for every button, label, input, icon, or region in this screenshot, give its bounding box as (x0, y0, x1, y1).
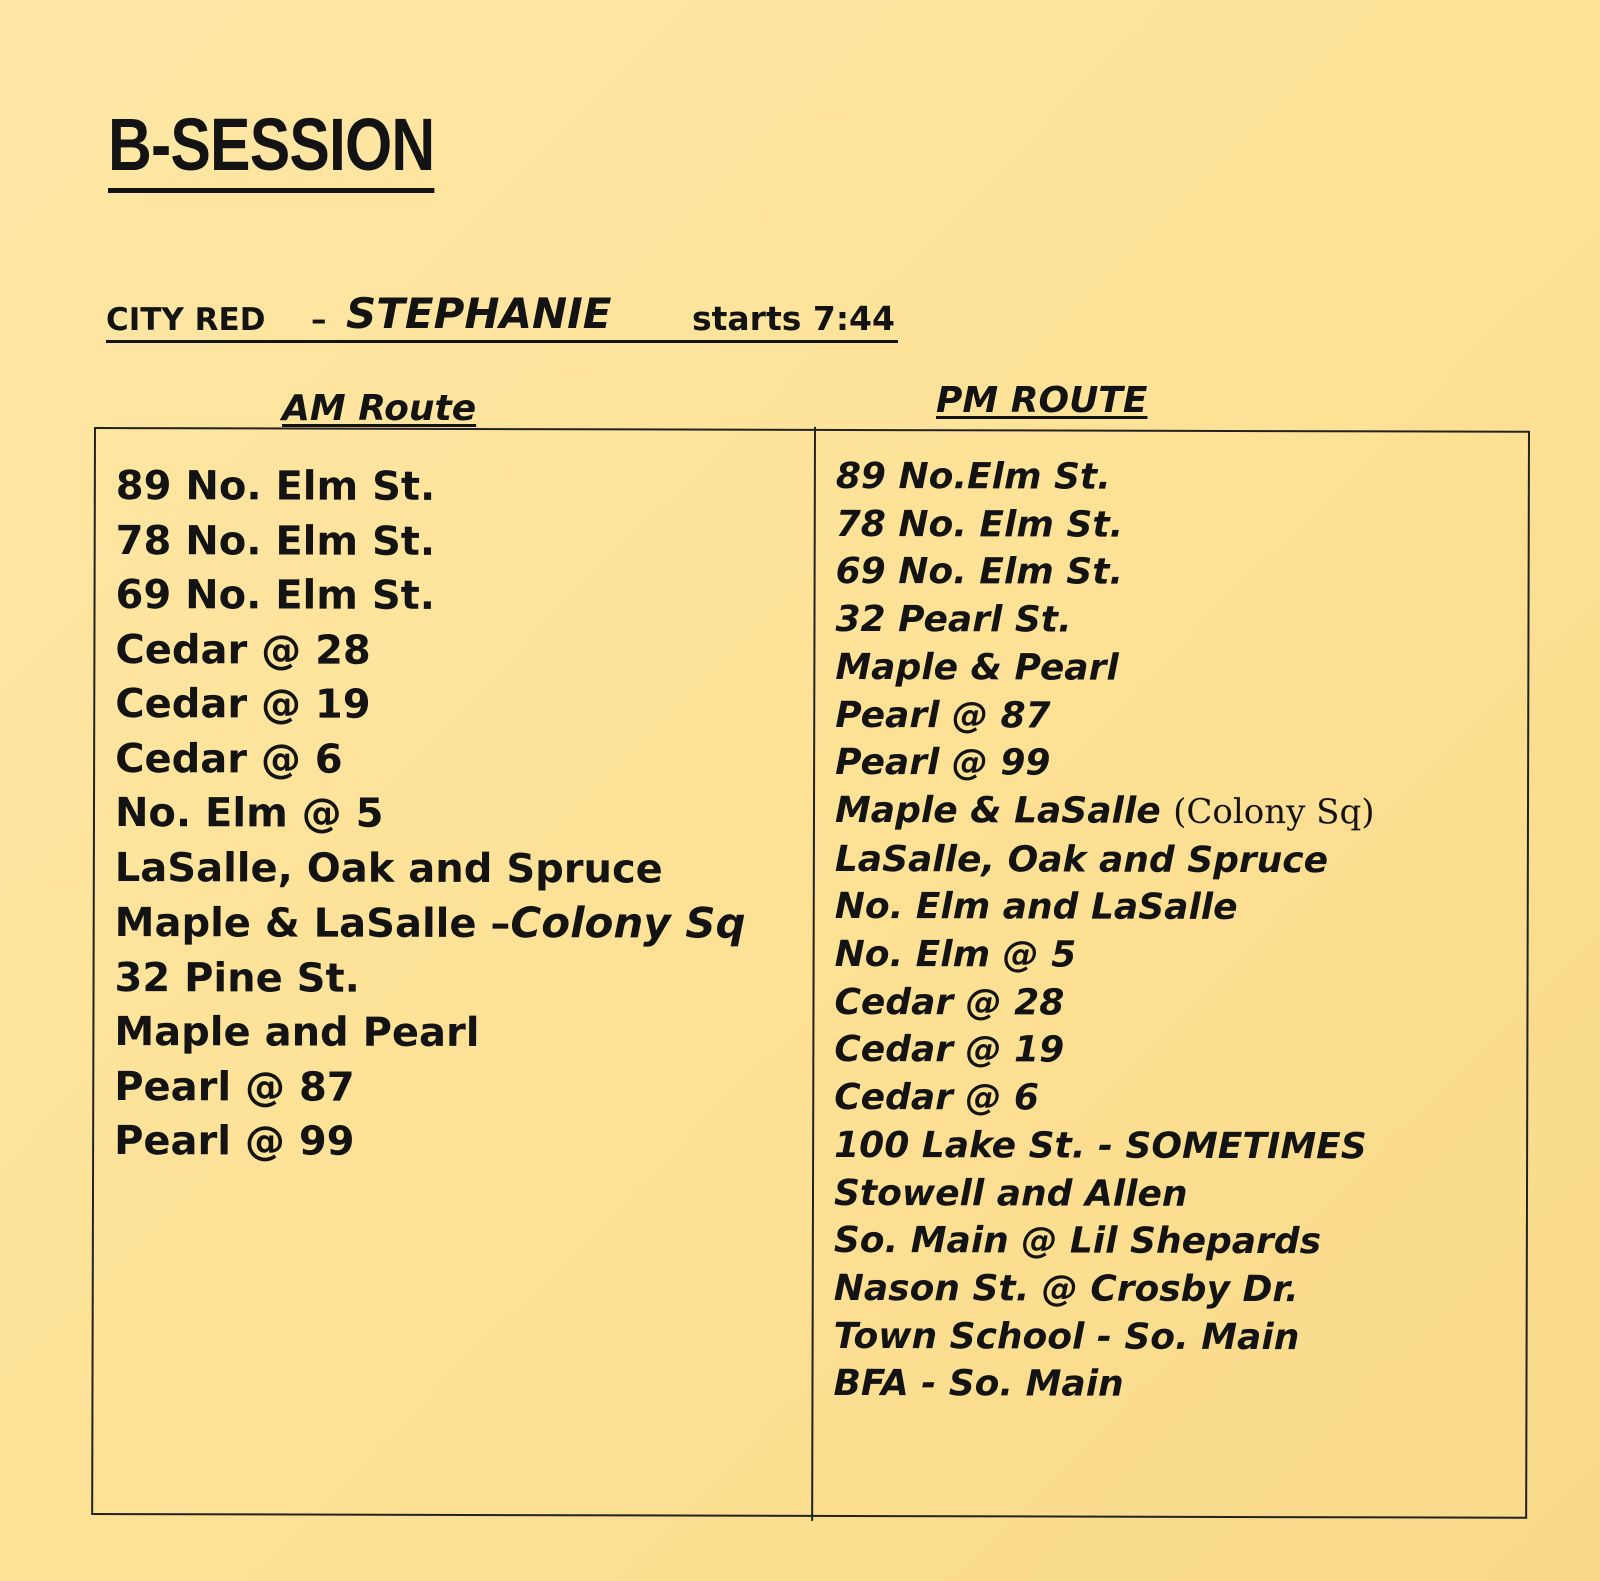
subtitle-dash: – (311, 302, 327, 338)
am-stop (115, 786, 746, 842)
pm-stop (835, 787, 1375, 837)
am-stop-text: Cedar @ 6 (115, 735, 343, 783)
am-stop (115, 732, 746, 788)
am-stop-text: LaSalle, Oak and Spruce (114, 844, 663, 892)
pm-stop-text: No. Elm and LaSalle (834, 886, 1238, 929)
pm-stop-text: 89 No.Elm St. (835, 455, 1111, 498)
route-subtitle (106, 286, 898, 343)
pm-stop (836, 501, 1376, 550)
am-stop-list (114, 459, 747, 1170)
am-stop-text: Maple & LaSalle – (114, 900, 511, 948)
pm-stop-text: 32 Pearl St. (835, 599, 1072, 641)
pm-stop (836, 453, 1376, 502)
pm-stop (835, 883, 1375, 932)
route-name: CITY RED (106, 302, 266, 338)
pm-stop-text: 100 Lake St. - SOMETIMES (834, 1124, 1367, 1168)
pm-stop (834, 1074, 1374, 1123)
pm-route-heading: PM ROUTE (936, 380, 1148, 421)
route-table (91, 427, 1530, 1519)
am-stop (116, 514, 747, 570)
pm-stop-text: No. Elm @ 5 (834, 933, 1077, 976)
pm-stop-text: Cedar @ 6 (834, 1077, 1040, 1119)
am-stop-text: No. Elm @ 5 (114, 790, 384, 837)
am-stop-text: Maple and Pearl (114, 1009, 480, 1057)
pm-stop-text: So. Main @ Lil Shepards (833, 1220, 1322, 1263)
pm-stop-text: 78 No. Elm St. (835, 503, 1124, 546)
pm-stop (834, 1265, 1374, 1314)
am-stop-text: 32 Pine St. (114, 954, 360, 1002)
pm-stop-text: Nason St. @ Crosby Dr. (833, 1267, 1299, 1311)
pm-stop (835, 644, 1375, 693)
pm-stop (834, 979, 1374, 1028)
am-stop-text: Cedar @ 19 (115, 681, 371, 728)
pm-stop (834, 1217, 1374, 1266)
am-stop-text: Pearl @ 99 (114, 1118, 355, 1165)
pm-stop (835, 739, 1375, 788)
pm-stop (835, 931, 1375, 980)
pm-stop (834, 1313, 1374, 1362)
pm-stop (834, 1169, 1374, 1218)
pm-stop-text: Stowell and Allen (833, 1172, 1188, 1215)
page-title: B-SESSION (108, 108, 434, 193)
pm-stop-text: 69 No. Elm St. (835, 551, 1124, 594)
am-stop (114, 951, 745, 1007)
pm-stop (835, 691, 1375, 740)
am-stop-text: Cedar @ 28 (115, 626, 371, 674)
am-stop-emphasis: Colony Sq (510, 898, 746, 948)
pm-stop-text: Cedar @ 28 (834, 981, 1065, 1024)
pm-stop (833, 1360, 1373, 1409)
am-stop-text: Pearl @ 87 (114, 1063, 355, 1111)
pm-stop-text: Pearl @ 99 (835, 742, 1051, 784)
am-route-heading: AM Route (282, 388, 477, 429)
pm-stop (834, 1122, 1374, 1171)
am-stop-text: 69 No. Elm St. (115, 572, 436, 619)
pm-stop-text: Maple & Pearl (835, 646, 1119, 689)
pm-stop-list (833, 453, 1375, 1409)
am-stop (115, 895, 746, 952)
start-time: starts 7:44 (692, 299, 895, 338)
pm-stop (836, 548, 1376, 597)
am-stop (114, 1060, 745, 1116)
am-stop-text: 78 No. Elm St. (115, 517, 436, 565)
driver-name: STEPHANIE (346, 289, 612, 338)
pm-stop-text: Cedar @ 19 (834, 1029, 1065, 1071)
pm-stop-text: Pearl @ 87 (835, 694, 1051, 737)
column-divider (811, 427, 816, 1521)
pm-stop (834, 1026, 1374, 1075)
pm-stop-text: BFA - So. Main (833, 1363, 1124, 1406)
am-stop (114, 1114, 745, 1170)
pm-stop (835, 596, 1375, 645)
am-stop (114, 1005, 745, 1061)
am-stop (115, 623, 746, 679)
am-stop (116, 459, 747, 515)
pm-stop-text: LaSalle, Oak and Spruce (834, 838, 1329, 881)
am-stop (115, 841, 746, 897)
am-stop-text: 89 No. Elm St. (115, 463, 436, 510)
pm-stop-text: Maple & LaSalle (834, 789, 1174, 832)
pm-stop-text: Town School - So. Main (833, 1315, 1300, 1358)
pm-stop (835, 836, 1375, 885)
am-stop (115, 568, 746, 624)
pm-stop-note: (Colony Sq) (1173, 791, 1375, 833)
am-stop (115, 677, 746, 733)
